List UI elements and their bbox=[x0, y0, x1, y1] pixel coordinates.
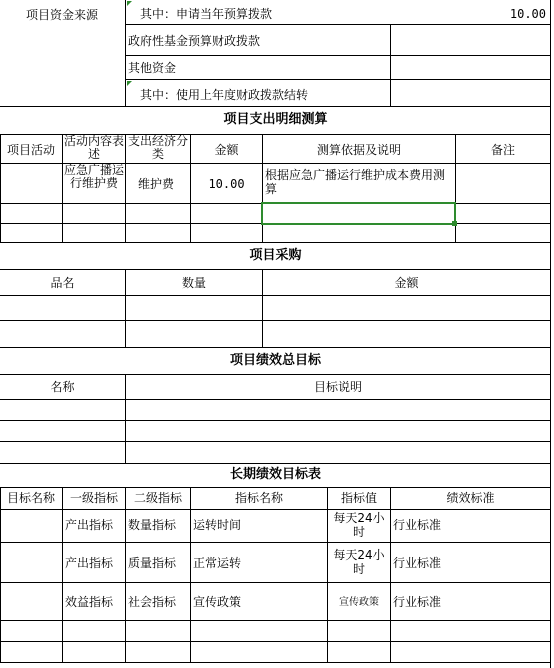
grid-line-horizontal bbox=[0, 662, 551, 663]
cell-indicator-icon bbox=[127, 1, 132, 6]
grid-line-vertical bbox=[62, 134, 63, 242]
expense-header: 活动内容表述 bbox=[64, 134, 125, 161]
longterm-header: 指标名称 bbox=[234, 491, 283, 505]
funding-source-label: 项目资金来源 bbox=[26, 8, 99, 22]
grid-line-horizontal bbox=[0, 374, 551, 375]
procurement-header: 数量 bbox=[181, 276, 206, 290]
grid-line-vertical bbox=[125, 134, 126, 242]
grid-line-horizontal bbox=[0, 441, 551, 442]
longterm-section-title: 长期绩效目标表 bbox=[229, 467, 321, 482]
source-row-label[interactable]: 政府性基金预算财政拨款 bbox=[128, 34, 261, 48]
procurement-header: 品名 bbox=[50, 276, 75, 290]
source-row-label[interactable]: 其中：申请当年预算拨款 bbox=[140, 7, 273, 21]
longterm-header: 指标值 bbox=[340, 491, 377, 505]
grid-line-vertical bbox=[550, 0, 551, 668]
longterm-header: 目标名称 bbox=[6, 491, 55, 505]
source-row-label[interactable]: 其中：使用上年度财政拨款结转 bbox=[140, 88, 309, 102]
longterm-cell[interactable]: 正常运转 bbox=[193, 556, 242, 570]
grid-line-horizontal bbox=[125, 55, 551, 56]
grid-line-horizontal bbox=[0, 620, 551, 621]
grid-line-horizontal bbox=[125, 79, 551, 80]
longterm-cell[interactable]: 数量指标 bbox=[128, 518, 177, 532]
source-row-label[interactable]: 其他资金 bbox=[128, 61, 177, 75]
expense-header: 测算依据及说明 bbox=[316, 143, 401, 157]
grid-line-horizontal bbox=[0, 106, 551, 107]
expense-header: 项目活动 bbox=[6, 143, 55, 157]
cell-indicator-icon bbox=[127, 81, 132, 86]
grid-line-vertical bbox=[125, 0, 126, 106]
longterm-header: 二级指标 bbox=[133, 491, 182, 505]
longterm-cell[interactable]: 每天24小时 bbox=[333, 548, 385, 576]
longterm-header: 一级指标 bbox=[69, 491, 118, 505]
performance-header: 名称 bbox=[50, 380, 75, 394]
longterm-header: 绩效标准 bbox=[446, 491, 495, 505]
grid-line-vertical bbox=[62, 487, 63, 663]
grid-line-vertical bbox=[190, 487, 191, 663]
longterm-cell[interactable]: 宣传政策 bbox=[193, 595, 242, 609]
expense-cell[interactable]: 应急广播运行维护费 bbox=[64, 164, 124, 190]
expense-header: 金额 bbox=[214, 143, 239, 157]
performance-section-title: 项目绩效总目标 bbox=[229, 353, 321, 368]
grid-line-vertical bbox=[390, 24, 391, 106]
longterm-cell[interactable]: 每天24小时 bbox=[333, 511, 385, 539]
longterm-cell[interactable]: 行业标准 bbox=[393, 556, 442, 570]
selected-cell[interactable] bbox=[261, 202, 456, 225]
grid-line-vertical bbox=[0, 487, 1, 663]
longterm-cell[interactable]: 行业标准 bbox=[393, 518, 442, 532]
grid-line-horizontal bbox=[0, 269, 551, 270]
expense-cell[interactable]: 根据应急广播运行维护成本费用测算 bbox=[265, 168, 446, 196]
grid-line-horizontal bbox=[0, 542, 551, 543]
longterm-cell[interactable]: 效益指标 bbox=[65, 595, 114, 609]
performance-header: 目标说明 bbox=[313, 380, 362, 394]
grid-line-horizontal bbox=[0, 295, 551, 296]
expense-header: 备注 bbox=[490, 143, 515, 157]
procurement-header: 金额 bbox=[394, 276, 419, 290]
grid-line-vertical bbox=[327, 487, 328, 663]
grid-line-horizontal bbox=[0, 320, 551, 321]
longterm-cell[interactable]: 产出指标 bbox=[65, 518, 114, 532]
grid-line-horizontal bbox=[0, 399, 551, 400]
grid-line-horizontal bbox=[0, 347, 551, 348]
grid-line-horizontal bbox=[0, 487, 551, 488]
expense-cell[interactable]: 10.00 bbox=[208, 177, 245, 191]
source-row-value[interactable]: 10.00 bbox=[509, 7, 546, 21]
longterm-cell[interactable]: 社会指标 bbox=[128, 595, 177, 609]
grid-line-horizontal bbox=[125, 24, 551, 25]
fill-handle[interactable] bbox=[452, 221, 457, 226]
expense-header: 支出经济分类 bbox=[127, 134, 188, 161]
grid-line-vertical bbox=[390, 487, 391, 663]
grid-line-horizontal bbox=[0, 420, 551, 421]
grid-line-horizontal bbox=[0, 641, 551, 642]
grid-line-vertical bbox=[125, 487, 126, 663]
longterm-cell[interactable]: 宣传政策 bbox=[339, 597, 379, 608]
longterm-cell[interactable]: 质量指标 bbox=[128, 556, 177, 570]
longterm-cell[interactable]: 行业标准 bbox=[393, 595, 442, 609]
grid-line-horizontal bbox=[0, 463, 551, 464]
expense-section-title: 项目支出明细测算 bbox=[223, 112, 328, 127]
grid-line-horizontal bbox=[0, 242, 551, 243]
longterm-cell[interactable]: 运转时间 bbox=[193, 518, 242, 532]
longterm-cell[interactable]: 产出指标 bbox=[65, 556, 114, 570]
grid-line-horizontal bbox=[0, 582, 551, 583]
procurement-section-title: 项目采购 bbox=[249, 248, 302, 263]
expense-cell[interactable]: 维护费 bbox=[138, 177, 175, 191]
grid-line-horizontal bbox=[0, 509, 551, 510]
